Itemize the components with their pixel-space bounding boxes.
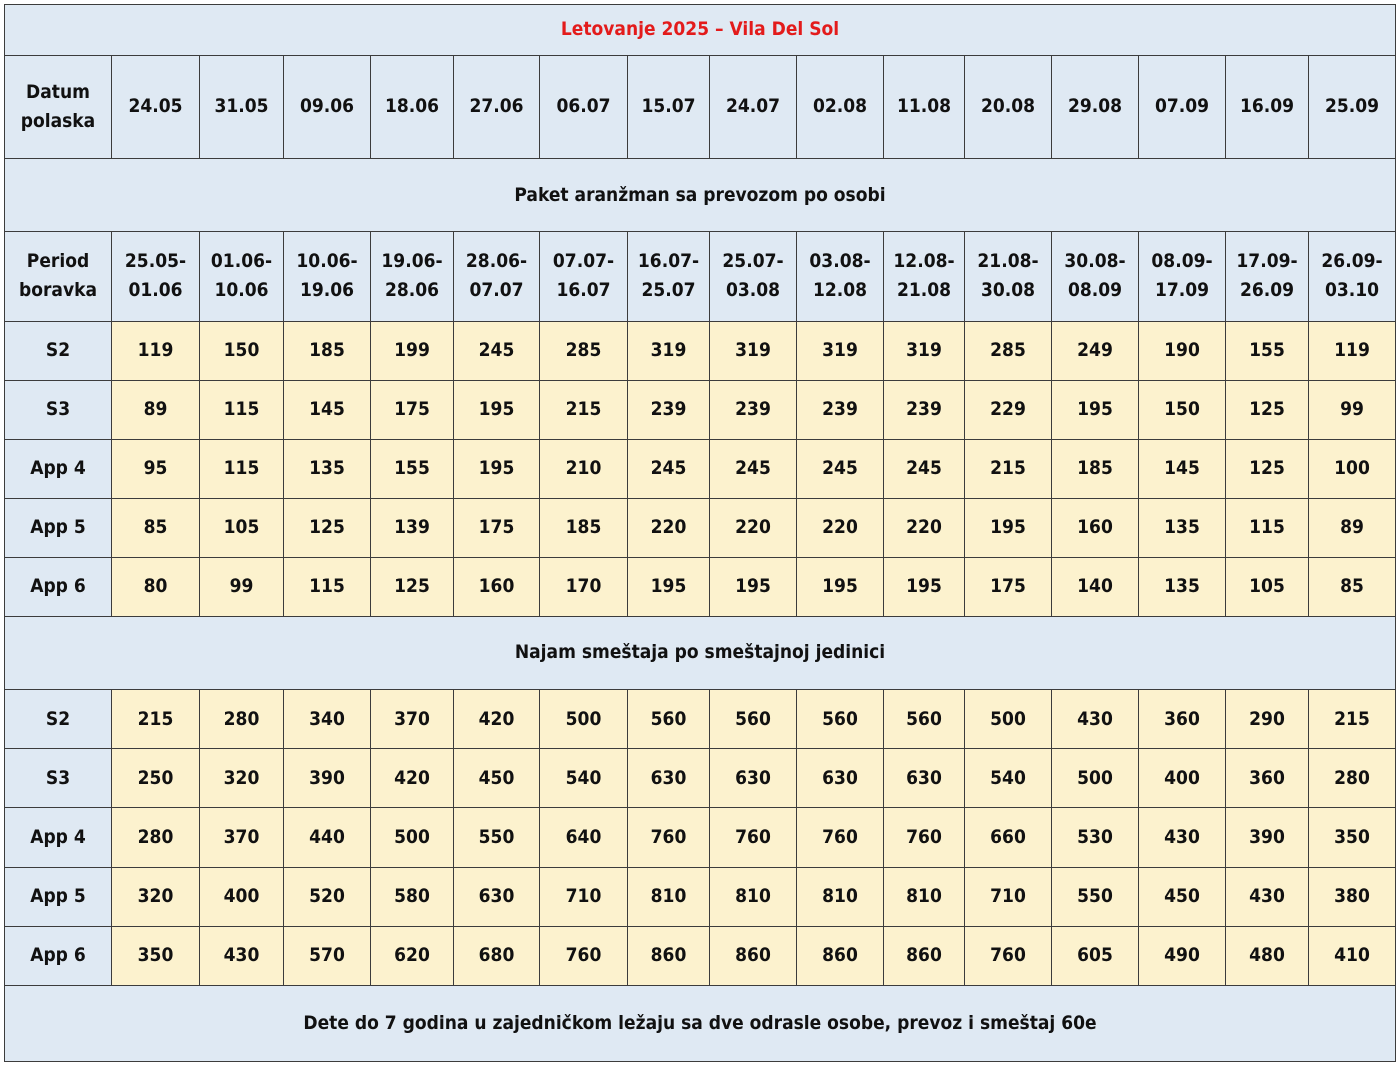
rental-row — [5, 808, 1396, 867]
package-price-cell: 115 — [284, 558, 371, 617]
package-price-cell: 125 — [1226, 380, 1309, 439]
rental-unit-label: App 6 — [5, 926, 112, 985]
package-unit-label: App 4 — [5, 439, 112, 498]
rental-price-cell: 760 — [710, 808, 797, 867]
package-price-cell: 89 — [112, 380, 200, 439]
package-price-cell: 245 — [884, 439, 965, 498]
rental-price-cell: 710 — [540, 867, 628, 926]
departure-date: 15.07 — [628, 56, 710, 159]
package-row — [5, 321, 1396, 380]
package-price-cell: 140 — [1052, 558, 1139, 617]
period-start: 10.06- — [296, 250, 358, 273]
period-end: 30.08 — [980, 279, 1036, 302]
package-price-cell: 100 — [1309, 439, 1396, 498]
package-price-cell: 175 — [371, 380, 454, 439]
period-end: 17.09 — [1154, 279, 1210, 302]
rental-price-cell: 430 — [1226, 867, 1309, 926]
rental-price-cell: 290 — [1226, 690, 1309, 749]
rental-price-cell: 560 — [797, 690, 884, 749]
package-price-cell: 239 — [710, 380, 797, 439]
package-price-cell: 220 — [710, 498, 797, 557]
period-start: 08.09- — [1151, 250, 1213, 273]
rental-price-cell: 560 — [884, 690, 965, 749]
package-price-cell: 139 — [371, 498, 454, 557]
period-range — [200, 232, 284, 321]
section-rental-row — [5, 617, 1396, 690]
rental-price-cell: 810 — [628, 867, 710, 926]
package-row — [5, 498, 1396, 557]
rental-price-cell: 400 — [1139, 749, 1226, 808]
rental-price-cell: 860 — [797, 926, 884, 985]
period-start: 17.09- — [1236, 250, 1298, 273]
package-price-cell: 80 — [112, 558, 200, 617]
rental-price-cell: 640 — [540, 808, 628, 867]
package-price-cell: 195 — [454, 439, 540, 498]
table-title: Letovanje 2025 – Vila Del Sol — [5, 5, 1396, 56]
period-range — [965, 232, 1052, 321]
departure-date: 06.07 — [540, 56, 628, 159]
package-price-cell: 85 — [1309, 558, 1396, 617]
rental-price-cell: 500 — [965, 690, 1052, 749]
rental-price-cell: 400 — [200, 867, 284, 926]
rental-row — [5, 867, 1396, 926]
package-price-cell: 150 — [200, 321, 284, 380]
period-range — [628, 232, 710, 321]
title-row — [5, 5, 1396, 56]
rental-price-cell: 760 — [965, 926, 1052, 985]
package-price-cell: 115 — [1226, 498, 1309, 557]
rental-price-cell: 710 — [965, 867, 1052, 926]
package-price-cell: 155 — [1226, 321, 1309, 380]
rental-price-cell: 760 — [628, 808, 710, 867]
period-range — [1052, 232, 1139, 321]
package-row — [5, 558, 1396, 617]
rental-price-cell: 450 — [454, 749, 540, 808]
rental-price-cell: 215 — [1309, 690, 1396, 749]
package-price-cell: 319 — [710, 321, 797, 380]
period-range — [797, 232, 884, 321]
departure-date: 11.08 — [884, 56, 965, 159]
rental-unit-label: App 5 — [5, 867, 112, 926]
rental-price-cell: 560 — [710, 690, 797, 749]
rental-price-cell: 490 — [1139, 926, 1226, 985]
period-range — [1226, 232, 1309, 321]
section-package-row — [5, 159, 1396, 232]
period-range — [371, 232, 454, 321]
rental-price-cell: 860 — [710, 926, 797, 985]
rental-price-cell: 390 — [284, 749, 371, 808]
period-start: 19.06- — [381, 250, 443, 273]
rental-price-cell: 410 — [1309, 926, 1396, 985]
rental-price-cell: 380 — [1309, 867, 1396, 926]
period-range — [710, 232, 797, 321]
package-price-cell: 245 — [454, 321, 540, 380]
package-price-cell: 319 — [628, 321, 710, 380]
rental-price-cell: 860 — [884, 926, 965, 985]
package-price-cell: 190 — [1139, 321, 1226, 380]
period-label-line2: boravka — [19, 279, 97, 302]
footer-note: Dete do 7 godina u zajedničkom ležaju sa dve odrasle osobe, prevoz i smeštaj 60e — [5, 985, 1396, 1061]
package-price-cell: 239 — [797, 380, 884, 439]
departure-date: 20.08 — [965, 56, 1052, 159]
rental-price-cell: 760 — [540, 926, 628, 985]
rental-price-cell: 280 — [1309, 749, 1396, 808]
package-price-cell: 285 — [965, 321, 1052, 380]
package-price-cell: 135 — [1139, 498, 1226, 557]
rental-price-cell: 810 — [710, 867, 797, 926]
package-price-cell: 229 — [965, 380, 1052, 439]
rental-row — [5, 926, 1396, 985]
rental-price-cell: 420 — [371, 749, 454, 808]
package-price-cell: 245 — [628, 439, 710, 498]
section-rental-heading: Najam smeštaja po smeštajnoj jedinici — [5, 617, 1396, 690]
package-price-cell: 99 — [200, 558, 284, 617]
period-range — [454, 232, 540, 321]
package-price-cell: 135 — [284, 439, 371, 498]
departure-date: 25.09 — [1309, 56, 1396, 159]
period-start: 25.05- — [124, 250, 187, 273]
rental-price-cell: 250 — [112, 749, 200, 808]
section-package-heading: Paket aranžman sa prevozom po osobi — [5, 159, 1396, 232]
departure-label — [5, 56, 112, 159]
rental-price-cell: 550 — [1052, 867, 1139, 926]
package-price-cell: 175 — [454, 498, 540, 557]
period-start: 12.08- — [893, 250, 955, 273]
rental-unit-label: App 4 — [5, 808, 112, 867]
rental-price-cell: 630 — [797, 749, 884, 808]
package-price-cell: 195 — [797, 558, 884, 617]
package-price-cell: 245 — [797, 439, 884, 498]
rental-price-cell: 350 — [112, 926, 200, 985]
departure-date: 07.09 — [1139, 56, 1226, 159]
departure-date: 09.06 — [284, 56, 371, 159]
rental-price-cell: 660 — [965, 808, 1052, 867]
rental-price-cell: 430 — [1052, 690, 1139, 749]
package-price-cell: 245 — [710, 439, 797, 498]
package-price-cell: 99 — [1309, 380, 1396, 439]
period-end: 01.06 — [128, 279, 183, 302]
period-start: 28.06- — [465, 250, 528, 273]
period-end: 12.08 — [812, 279, 868, 302]
package-price-cell: 285 — [540, 321, 628, 380]
period-range — [284, 232, 371, 321]
period-start: 07.07- — [552, 250, 615, 273]
departure-date: 24.07 — [710, 56, 797, 159]
package-price-cell: 145 — [284, 380, 371, 439]
package-price-cell: 199 — [371, 321, 454, 380]
rental-price-cell: 620 — [371, 926, 454, 985]
rental-price-cell: 760 — [884, 808, 965, 867]
price-table — [4, 4, 1396, 1062]
rental-price-cell: 390 — [1226, 808, 1309, 867]
period-range — [1139, 232, 1226, 321]
package-price-cell: 195 — [1052, 380, 1139, 439]
rental-price-cell: 860 — [628, 926, 710, 985]
rental-price-cell: 500 — [540, 690, 628, 749]
period-end: 21.08 — [896, 279, 952, 302]
rental-price-cell: 350 — [1309, 808, 1396, 867]
package-price-cell: 145 — [1139, 439, 1226, 498]
rental-price-cell: 360 — [1226, 749, 1309, 808]
rental-price-cell: 540 — [965, 749, 1052, 808]
period-start: 01.06- — [210, 250, 273, 273]
rental-price-cell: 630 — [454, 867, 540, 926]
departure-date: 31.05 — [200, 56, 284, 159]
period-label — [5, 232, 112, 321]
rental-price-cell: 340 — [284, 690, 371, 749]
rental-unit-label: S3 — [5, 749, 112, 808]
rental-price-cell: 280 — [112, 808, 200, 867]
rental-price-cell: 360 — [1139, 690, 1226, 749]
period-range — [112, 232, 200, 321]
package-price-cell: 195 — [710, 558, 797, 617]
period-row — [5, 232, 1396, 321]
package-row — [5, 380, 1396, 439]
package-price-cell: 95 — [112, 439, 200, 498]
rental-price-cell: 520 — [284, 867, 371, 926]
package-price-cell: 195 — [965, 498, 1052, 557]
package-price-cell: 195 — [454, 380, 540, 439]
period-end: 28.06 — [384, 279, 440, 302]
package-price-cell: 195 — [884, 558, 965, 617]
rental-price-cell: 370 — [371, 690, 454, 749]
departure-date: 29.08 — [1052, 56, 1139, 159]
rental-price-cell: 580 — [371, 867, 454, 926]
period-end: 25.07 — [641, 279, 696, 302]
rental-price-cell: 480 — [1226, 926, 1309, 985]
rental-row — [5, 749, 1396, 808]
package-price-cell: 135 — [1139, 558, 1226, 617]
period-end: 08.09 — [1067, 279, 1123, 302]
rental-price-cell: 500 — [1052, 749, 1139, 808]
rental-price-cell: 540 — [540, 749, 628, 808]
period-start: 26.09- — [1321, 250, 1383, 273]
rental-price-cell: 550 — [454, 808, 540, 867]
period-end: 07.07 — [469, 279, 524, 302]
rental-row — [5, 690, 1396, 749]
package-row — [5, 439, 1396, 498]
package-price-cell: 195 — [628, 558, 710, 617]
period-range — [884, 232, 965, 321]
rental-price-cell: 630 — [710, 749, 797, 808]
package-price-cell: 175 — [965, 558, 1052, 617]
rental-price-cell: 810 — [797, 867, 884, 926]
period-range — [1309, 232, 1396, 321]
rental-price-cell: 320 — [200, 749, 284, 808]
package-price-cell: 170 — [540, 558, 628, 617]
package-unit-label: App 6 — [5, 558, 112, 617]
package-unit-label: S3 — [5, 380, 112, 439]
package-price-cell: 150 — [1139, 380, 1226, 439]
package-price-cell: 220 — [628, 498, 710, 557]
package-price-cell: 119 — [1309, 321, 1396, 380]
departure-label-line2: polaska — [20, 110, 96, 133]
package-price-cell: 105 — [1226, 558, 1309, 617]
departure-date: 27.06 — [454, 56, 540, 159]
footer-row — [5, 985, 1396, 1061]
rental-price-cell: 500 — [371, 808, 454, 867]
period-start: 25.07- — [722, 250, 784, 273]
period-range — [540, 232, 628, 321]
package-price-cell: 249 — [1052, 321, 1139, 380]
rental-price-cell: 605 — [1052, 926, 1139, 985]
rental-price-cell: 320 — [112, 867, 200, 926]
rental-price-cell: 680 — [454, 926, 540, 985]
package-price-cell: 125 — [371, 558, 454, 617]
rental-price-cell: 560 — [628, 690, 710, 749]
rental-price-cell: 370 — [200, 808, 284, 867]
period-end: 16.07 — [556, 279, 611, 302]
period-end: 03.10 — [1324, 279, 1380, 302]
departure-date: 16.09 — [1226, 56, 1309, 159]
period-start: 16.07- — [637, 250, 700, 273]
package-price-cell: 185 — [540, 498, 628, 557]
package-unit-label: S2 — [5, 321, 112, 380]
rental-price-cell: 810 — [884, 867, 965, 926]
period-end: 03.08 — [725, 279, 781, 302]
package-price-cell: 220 — [884, 498, 965, 557]
package-price-cell: 125 — [284, 498, 371, 557]
rental-price-cell: 450 — [1139, 867, 1226, 926]
package-unit-label: App 5 — [5, 498, 112, 557]
period-label-line1: Period — [26, 250, 90, 273]
rental-price-cell: 440 — [284, 808, 371, 867]
package-price-cell: 160 — [1052, 498, 1139, 557]
package-price-cell: 115 — [200, 380, 284, 439]
departure-label-line1: Datum — [26, 80, 90, 103]
period-end: 10.06 — [214, 279, 269, 302]
period-start: 03.08- — [809, 250, 871, 273]
package-price-cell: 160 — [454, 558, 540, 617]
period-end: 19.06 — [299, 279, 355, 302]
rental-price-cell: 630 — [628, 749, 710, 808]
period-start: 30.08- — [1064, 250, 1126, 273]
package-price-cell: 89 — [1309, 498, 1396, 557]
package-price-cell: 239 — [628, 380, 710, 439]
package-price-cell: 119 — [112, 321, 200, 380]
departure-date: 02.08 — [797, 56, 884, 159]
package-price-cell: 220 — [797, 498, 884, 557]
departure-date: 18.06 — [371, 56, 454, 159]
package-price-cell: 215 — [965, 439, 1052, 498]
rental-price-cell: 420 — [454, 690, 540, 749]
package-price-cell: 185 — [284, 321, 371, 380]
rental-price-cell: 215 — [112, 690, 200, 749]
departure-date: 24.05 — [112, 56, 200, 159]
package-price-cell: 319 — [884, 321, 965, 380]
departure-row — [5, 56, 1396, 159]
rental-price-cell: 630 — [884, 749, 965, 808]
period-start: 21.08- — [977, 250, 1039, 273]
package-price-cell: 319 — [797, 321, 884, 380]
rental-unit-label: S2 — [5, 690, 112, 749]
rental-price-cell: 430 — [1139, 808, 1226, 867]
package-price-cell: 115 — [200, 439, 284, 498]
period-end: 26.09 — [1239, 279, 1295, 302]
package-price-cell: 210 — [540, 439, 628, 498]
rental-price-cell: 760 — [797, 808, 884, 867]
package-price-cell: 85 — [112, 498, 200, 557]
package-price-cell: 215 — [540, 380, 628, 439]
package-price-cell: 239 — [884, 380, 965, 439]
rental-price-cell: 570 — [284, 926, 371, 985]
package-price-cell: 125 — [1226, 439, 1309, 498]
package-price-cell: 185 — [1052, 439, 1139, 498]
rental-price-cell: 430 — [200, 926, 284, 985]
package-price-cell: 155 — [371, 439, 454, 498]
rental-price-cell: 530 — [1052, 808, 1139, 867]
rental-price-cell: 280 — [200, 690, 284, 749]
package-price-cell: 105 — [200, 498, 284, 557]
